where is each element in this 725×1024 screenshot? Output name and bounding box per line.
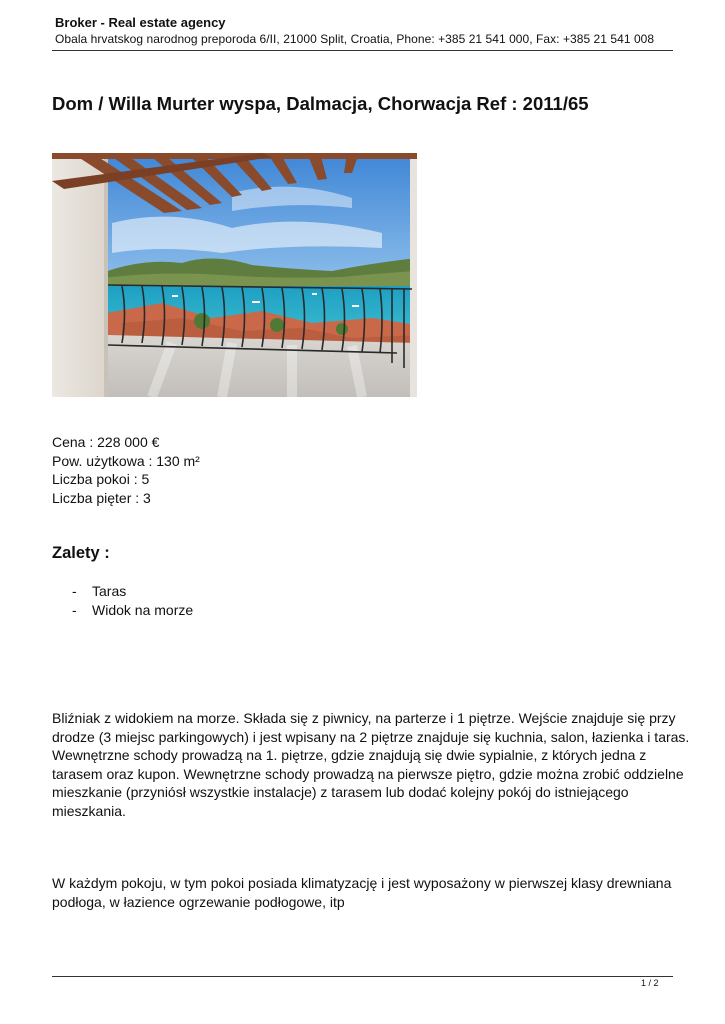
company-name: Broker - Real estate agency xyxy=(55,15,226,30)
usable-area: Pow. użytkowa : 130 m² xyxy=(52,452,200,469)
footer-divider xyxy=(52,976,673,977)
list-item xyxy=(72,582,193,601)
list-bullet: - xyxy=(72,583,77,599)
property-title: Dom / Willa Murter wyspa, Dalmacja, Chorwacja Ref : 2011/65 xyxy=(52,93,589,114)
features-heading: Zalety : xyxy=(52,544,110,562)
list-item xyxy=(72,601,193,620)
description-paragraph: Bliźniak z widokiem na morze. Składa się z piwnicy, na parterze i 1 piętrze. Wejście znajduje się przy drodze (3 miejsc parkingowych) i jest wpisany na 2 piętrze znajduje się kuchnia, salon, łazienka i taras. Wewnętrzne schody prowadzą na 1. piętrze, gdzie znajdują się dwie sypialnie, z których jedna z tarasem oraz kupon. Wewnętrzne schody prowadzą na pierwsze piętro, gdzie można zrobić oddzielne mieszkanie (przyniósł wszystkie instalacje) z tarasem lub dodać kolejny pokój do istniejącego mieszkania. xyxy=(52,710,690,819)
company-address: Obala hrvatskog narodnog preporoda 6/II, 21000 Split, Croatia, Phone: +385 21 541 000, Fax: +385 21 541 008 xyxy=(55,32,655,46)
property-facts xyxy=(52,433,200,507)
price: Cena : 228 000 € xyxy=(52,434,160,450)
feature-label: Widok na morze xyxy=(92,601,194,618)
header-divider xyxy=(52,50,673,51)
document-header xyxy=(55,15,673,47)
feature-label: Taras xyxy=(92,583,127,599)
list-bullet: - xyxy=(72,601,77,618)
description-paragraph: W każdym pokoju, w tym pokoi posiada klimatyzację i jest wyposażony w pierwszej klasy drewniana podłoga, w łazience ogrzewanie podłogowe, itp xyxy=(52,875,672,910)
property-photo xyxy=(52,153,417,397)
floor-count: Liczba pięter : 3 xyxy=(52,489,151,506)
room-count: Liczba pokoi : 5 xyxy=(52,471,150,487)
features-list xyxy=(72,582,193,619)
page-number: 1 / 2 xyxy=(641,978,659,988)
